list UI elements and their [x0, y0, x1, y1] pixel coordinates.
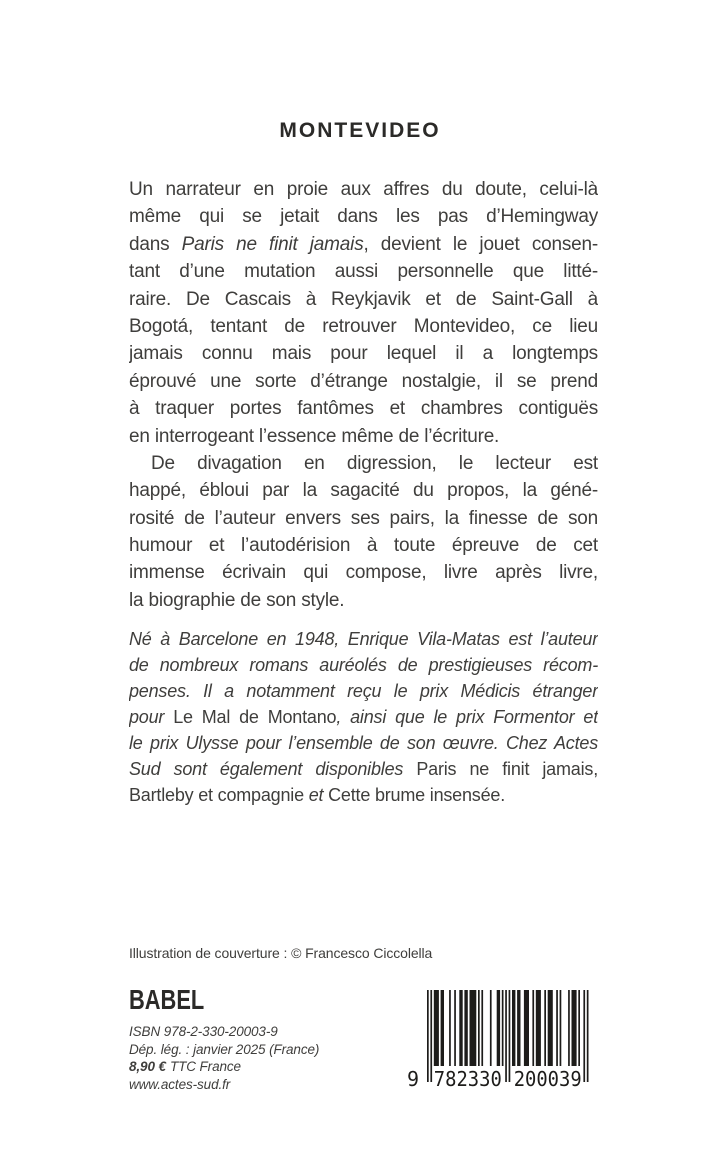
barcode-bar [434, 990, 439, 1066]
barcode-bar [441, 990, 444, 1066]
barcode-bar [587, 990, 589, 1082]
website-line: www.actes-sud.fr [129, 1076, 231, 1092]
barcode-bar [548, 990, 553, 1066]
price-suffix: TTC France [169, 1059, 241, 1075]
barcode-bar [532, 990, 534, 1066]
isbn-line: ISBN 978-2-330-20003-9 [129, 1024, 278, 1039]
text-line: Bartleby et compagnie et Cette brume insensée. [129, 785, 506, 805]
barcode-bar [560, 990, 562, 1066]
barcode-digits-right: 200039 [513, 1067, 582, 1090]
barcode-bar [464, 990, 467, 1066]
author-bio [129, 626, 598, 808]
cover-illustration-credit: Illustration de couverture : © Francesco Ciccolella [129, 945, 433, 961]
price-amount: 8,90 € [129, 1059, 166, 1075]
barcode-bar [502, 990, 504, 1066]
text-line: De divagation en digression, le lecteur est [151, 452, 598, 474]
barcode-bar [578, 990, 580, 1066]
text-line: raire. De Cascais à Reykjavik et de Saint-Gall à [129, 288, 598, 310]
legal-deposit-line: Dép. lég. : janvier 2025 (France) [129, 1041, 320, 1057]
barcode-bar [572, 990, 577, 1066]
barcode-bar [505, 990, 507, 1082]
text-line: de nombreux romans auréolés de prestigieuses récom- [129, 655, 598, 675]
text-line: happé, ébloui par la sagacité du propos, la géné- [129, 480, 598, 502]
price-line [129, 1058, 389, 1076]
text-line: dans Paris ne finit jamais, devient le jouet consen- [129, 233, 598, 255]
text-line: immense écrivain qui compose, livre après livre, [129, 562, 598, 584]
barcode-bar [509, 990, 511, 1082]
barcode-bar [427, 990, 429, 1082]
barcode-bar [481, 990, 483, 1066]
barcode-bar [478, 990, 480, 1066]
text-line: en interrogeant l’essence même de l’écriture. [129, 425, 500, 447]
text-line: humour et l’autodérision à toute épreuve de cet [129, 535, 598, 557]
text-line: Bogotá, tentant de retrouver Montevideo, ce lieu [129, 315, 598, 337]
text-line: rosité de l’auteur envers ses pairs, la finesse de son [129, 507, 598, 529]
barcode-bar [430, 990, 432, 1082]
text-line: le prix Ulysse pour l’ensemble de son œuvre. Chez Actes [129, 733, 598, 753]
barcode-bar [568, 990, 570, 1066]
barcode-bar [454, 990, 456, 1066]
text-line: éprouvé une sorte d’étrange nostalgie, il se prend [129, 370, 598, 392]
barcode-bar [524, 990, 529, 1066]
barcode-bar [556, 990, 558, 1066]
book-title: MONTEVIDEO [279, 119, 441, 142]
text-line: tant d’une mutation aussi personnelle que litté- [129, 261, 598, 283]
text-line: à traquer portes fantômes et chambres contiguës [129, 398, 598, 420]
barcode-bar [512, 990, 515, 1066]
barcode-bar [449, 990, 451, 1066]
barcode-digits-left: 782330 [433, 1067, 502, 1090]
barcode [403, 990, 593, 1090]
imprint-block [129, 1023, 389, 1093]
barcode-bar [517, 990, 520, 1066]
barcode-bar [583, 990, 585, 1082]
barcode-bar [490, 990, 492, 1066]
text-line: jamais connu mais pour lequel il a longtemps [129, 343, 598, 365]
synopsis [129, 176, 598, 614]
babel-imprint-logo: BABEL [129, 984, 205, 1015]
text-line: Un narrateur en proie aux affres du doute, celui-là [129, 179, 598, 200]
text-line: Sud sont également disponibles Paris ne finit jamais, [129, 759, 598, 779]
text-line: la biographie de son style. [129, 589, 345, 611]
barcode-lead-digit: 9 [406, 1067, 420, 1090]
text-line: pour Le Mal de Montano, ainsi que le prix Formentor et [129, 707, 598, 727]
text-line: penses. Il a notamment reçu le prix Médicis étranger [129, 681, 598, 701]
text-line: même qui se jetait dans les pas d’Hemingway [129, 206, 598, 228]
text-line: Né à Barcelone en 1948, Enrique Vila-Matas est l’auteur [129, 629, 598, 649]
barcode-bar [497, 990, 500, 1066]
barcode-bar [459, 990, 462, 1066]
barcode-bar [544, 990, 546, 1066]
barcode-bar [470, 990, 477, 1066]
barcode-bar [536, 990, 541, 1066]
